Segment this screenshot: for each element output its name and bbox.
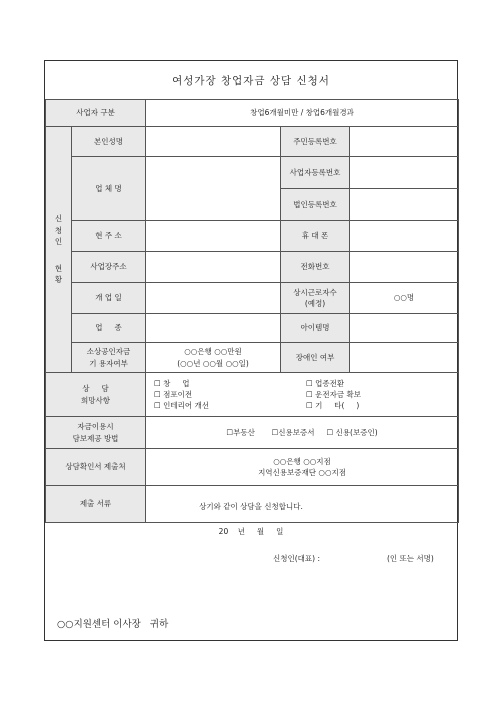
- open-date-field[interactable]: [146, 283, 281, 314]
- signature-label: (인 또는 서명): [387, 554, 434, 563]
- consult-label: 상 담 희망사항: [46, 373, 146, 417]
- company-label: 업 체 명: [72, 157, 146, 221]
- applicant-label: 신청인(대표) :: [273, 554, 320, 563]
- checkbox-change-business[interactable]: ☐ 업종전환: [306, 378, 345, 388]
- collateral-options: [146, 417, 459, 449]
- statement: 상기와 같이 상담을 신청합니다.: [199, 502, 303, 511]
- disabled-field[interactable]: [350, 343, 459, 373]
- employees-value[interactable]: ○○명: [350, 283, 459, 314]
- biz-type-label: 사업자 구분: [46, 100, 146, 127]
- biz-type-value: 창업6개월미만 / 창업6개월경과: [146, 100, 459, 127]
- applicant-status-label: 신 청 인 현 황: [46, 127, 72, 373]
- checkbox-startup[interactable]: ☐ 창 업: [154, 378, 190, 388]
- form-title: 여성가장 창업자금 상담 신청서: [172, 74, 330, 87]
- collateral-label: 자금이용시 담보제공 방법: [46, 417, 146, 449]
- open-date-label: 개 업 일: [72, 283, 146, 314]
- checkbox-relocation[interactable]: ☐ 점포이전: [154, 389, 193, 399]
- phone-field[interactable]: [350, 252, 459, 283]
- form-footer: [45, 493, 457, 641]
- submit-to-label: 상담확인서 제출처: [46, 449, 146, 486]
- checkbox-credit[interactable]: ☐ 신용(보증인): [326, 427, 378, 437]
- recipient: ○○지원센터 이사장 귀하: [57, 619, 169, 630]
- company-field[interactable]: [146, 157, 281, 221]
- checkbox-interior[interactable]: ☐ 인테리어 개선: [154, 401, 209, 411]
- loan-value[interactable]: ○○은행 ○○만원 (○○년 ○○월 ○○일): [146, 343, 281, 373]
- workplace-label: 사업장주소: [72, 252, 146, 283]
- corp-reg-field[interactable]: [350, 189, 459, 221]
- item-label: 아이템명: [281, 314, 350, 343]
- date-line: 20 년 월 일: [218, 527, 284, 536]
- industry-label: 업 종: [72, 314, 146, 343]
- mobile-field[interactable]: [350, 221, 459, 252]
- rrn-label: 주민등록번호: [281, 127, 350, 157]
- address-field[interactable]: [146, 221, 281, 252]
- name-label: 본인성명: [72, 127, 146, 157]
- biz-reg-field[interactable]: [350, 157, 459, 189]
- loan-label: 소상공인자금 기 용자여부: [72, 343, 146, 373]
- rrn-field[interactable]: [350, 127, 459, 157]
- biz-reg-label: 사업자등록번호: [281, 157, 350, 189]
- application-form: [44, 60, 458, 641]
- name-field[interactable]: [146, 127, 281, 157]
- industry-field[interactable]: [146, 314, 281, 343]
- checkbox-guarantee[interactable]: ☐신용보증서: [271, 427, 315, 437]
- corp-reg-label: 법인등록번호: [281, 189, 350, 221]
- mobile-label: 휴 대 폰: [281, 221, 350, 252]
- workplace-field[interactable]: [146, 252, 281, 283]
- checkbox-working-capital[interactable]: ☐ 운전자금 확보: [306, 389, 361, 399]
- checkbox-real-estate[interactable]: ☐부동산: [226, 427, 255, 437]
- disabled-label: 장애인 여부: [281, 343, 350, 373]
- form-table: [45, 99, 459, 523]
- item-field[interactable]: [350, 314, 459, 343]
- address-label: 현 주 소: [72, 221, 146, 252]
- checkbox-other[interactable]: ☐ 기 타( ): [306, 401, 360, 411]
- documents-label: 제출 서류: [46, 486, 146, 523]
- phone-label: 전화번호: [281, 252, 350, 283]
- consult-options: [146, 373, 459, 417]
- submit-to-value: ○○은행 ○○지점 지역신용보증재단 ○○지점: [146, 449, 459, 486]
- employees-label: 상시근로자수 (예정): [281, 283, 350, 314]
